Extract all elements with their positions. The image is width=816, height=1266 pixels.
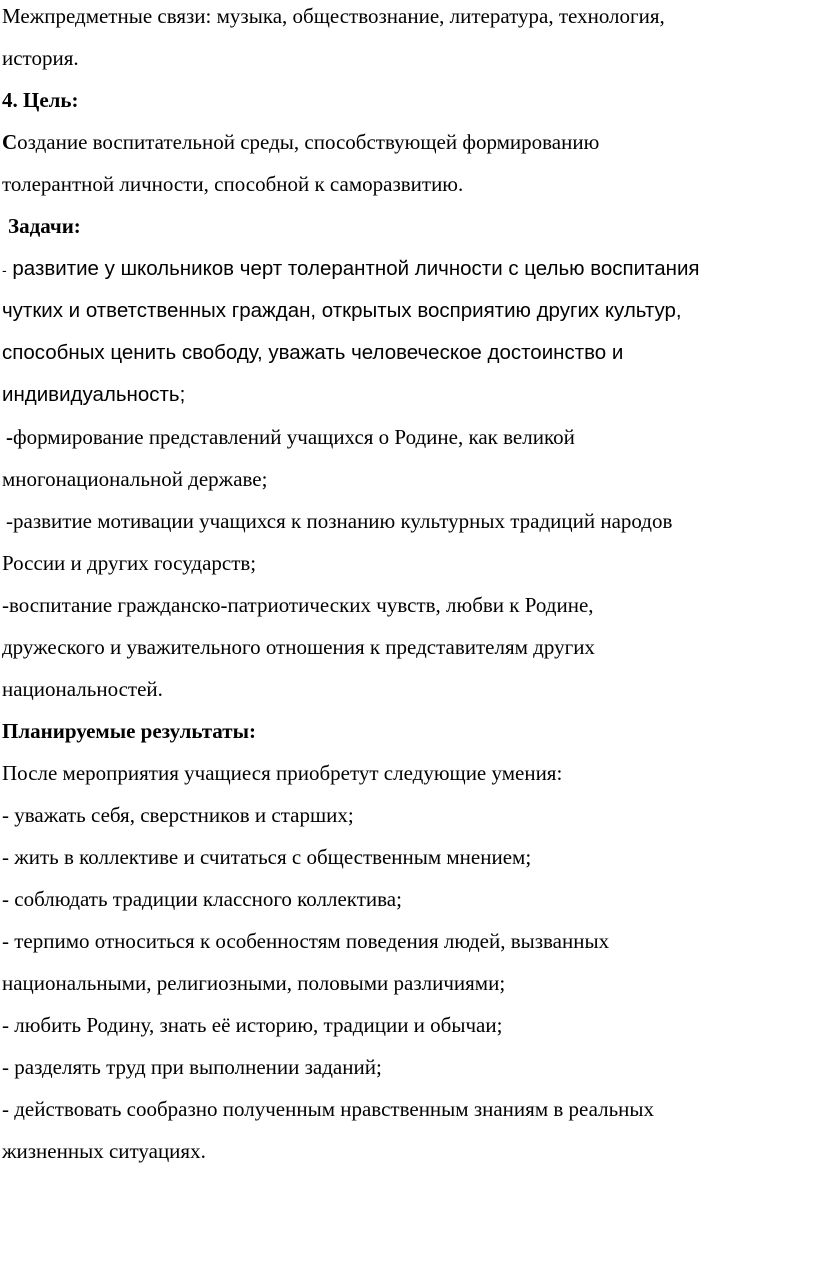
goal-text-line: толерантной личности, способной к саморазвитию. xyxy=(2,172,464,196)
task-line: -развитие мотивации учащихся к познанию культурных традиций народов xyxy=(6,509,673,533)
task-line: -воспитание гражданско-патриотических чувств, любви к Родине, xyxy=(2,593,594,617)
goal-text-line xyxy=(2,132,599,153)
task-line: дружеского и уважительного отношения к представителям других xyxy=(2,635,595,659)
task-line xyxy=(6,427,575,448)
result-item: - соблюдать традиции классного коллектива; xyxy=(2,887,402,911)
result-item: - терпимо относиться к особенностям поведения людей, вызванных xyxy=(2,929,610,953)
result-item: - любить Родину, знать её историю, традиции и обычаи; xyxy=(2,1013,503,1037)
result-item: - уважать себя, сверстников и старших; xyxy=(2,803,354,827)
results-intro: После мероприятия учащиеся приобретут следующие умения: xyxy=(2,761,563,785)
task-line: России и других государств; xyxy=(2,551,257,575)
result-item: жизненных ситуациях. xyxy=(2,1139,206,1163)
result-item: национальными, религиозными, половыми различиями; xyxy=(2,971,506,995)
task-line: индивидуальность; xyxy=(2,383,186,406)
goal-first-letter: С xyxy=(2,130,18,154)
task-line: национальностей. xyxy=(2,677,163,701)
intro-line: Межпредметные связи: музыка, обществознание, литература, технология, xyxy=(2,4,665,28)
tasks-heading: Задачи: xyxy=(8,214,81,238)
result-item: - действовать сообразно полученным нравственным знаниям в реальных xyxy=(2,1097,655,1121)
result-item: - разделять труд при выполнении заданий; xyxy=(2,1055,382,1079)
goal-heading: 4. Цель: xyxy=(2,88,79,112)
task-dash: - xyxy=(2,262,7,278)
result-item: - жить в коллективе и считаться с общественным мнением; xyxy=(2,845,532,869)
task-text: развитие у школьников черт толерантной личности с целью воспитания xyxy=(12,257,700,280)
results-heading: Планируемые результаты: xyxy=(2,719,256,743)
intro-line: история. xyxy=(2,46,79,70)
task-line: чутких и ответственных граждан, открытых восприятию других культур, xyxy=(2,299,682,322)
goal-text: оздание воспитательной среды, способствующей формированию xyxy=(17,130,600,154)
task-text: формирование представлений учащихся о Родине, как великой xyxy=(13,425,575,449)
task-line xyxy=(2,259,700,280)
task-line: способных ценить свободу, уважать человеческое достоинство и xyxy=(2,341,624,364)
task-line: многонациональной державе; xyxy=(2,467,268,491)
task-dash: - xyxy=(6,425,13,449)
